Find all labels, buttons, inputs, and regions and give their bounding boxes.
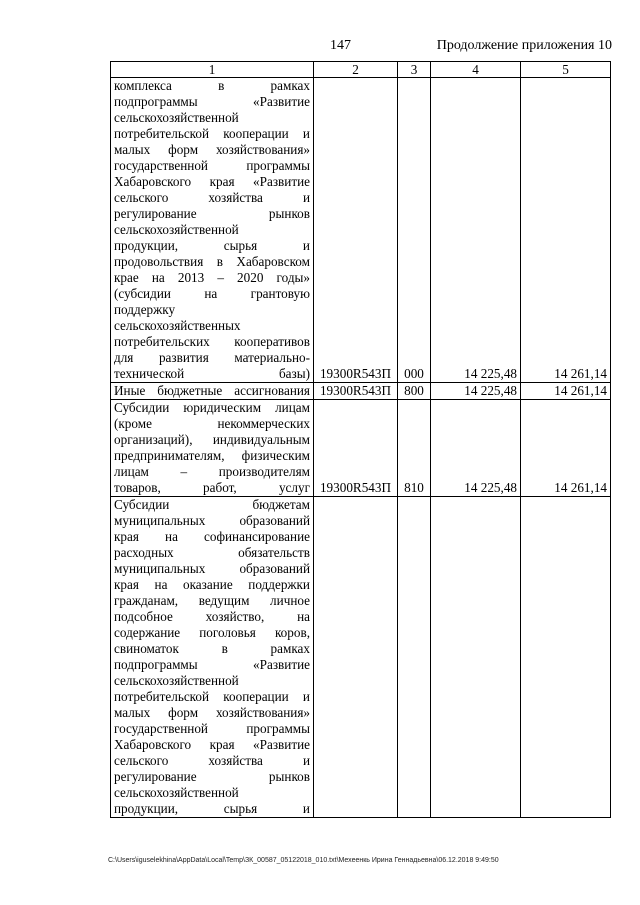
row-name-line: края на оказание поддержки: [114, 577, 310, 592]
column-header: 4: [431, 62, 521, 78]
row-name-line: Иные бюджетные ассигнования: [114, 383, 310, 398]
amount-2020-cell: 14 261,14: [521, 78, 611, 383]
row-name-line: технической базы): [114, 366, 310, 381]
target-article-cell: 19300R543П: [314, 400, 398, 497]
row-name-line: (кроме некоммерческих: [114, 416, 310, 431]
amount-2020-cell: 14 261,14: [521, 400, 611, 497]
table-header-row: [111, 62, 611, 78]
continuation-label: Продолжение приложения 10: [436, 38, 612, 53]
row-name-line: муниципальных образований: [114, 513, 310, 528]
amount-2020-cell: 14 261,14: [521, 383, 611, 400]
row-name-line: подпрограммы «Развитие: [114, 94, 310, 109]
column-header: 5: [521, 62, 611, 78]
row-name-line: расходных обязательств: [114, 545, 310, 560]
expense-type-cell: [398, 497, 431, 818]
row-name-line: свиноматок в рамках: [114, 641, 310, 656]
page-number: 147: [330, 38, 351, 53]
row-name-line: подсобное хозяйство, на: [114, 609, 310, 624]
row-name-cell: [111, 78, 314, 383]
row-name-line: регулирование рынков: [114, 769, 310, 784]
row-name-line: продукции, сырья и: [114, 801, 310, 816]
row-name-line: государственной программы: [114, 721, 310, 736]
row-name-line: предпринимателям, физическим: [114, 448, 310, 463]
row-name-line: малых форм хозяйствования»: [114, 142, 310, 157]
row-name-line: лицам – производителям: [114, 464, 310, 479]
row-name-line: потребительской кооперации и: [114, 126, 310, 141]
expense-type-cell: 810: [398, 400, 431, 497]
row-name-line: Хабаровского края «Развитие: [114, 737, 310, 752]
row-name-line: гражданам, ведущим личное: [114, 593, 310, 608]
row-name-line: Субсидии юридическим лицам: [114, 400, 310, 415]
table-row: [111, 400, 611, 497]
expense-type-cell: 800: [398, 383, 431, 400]
row-name-line: потребительских кооперативов: [114, 334, 310, 349]
row-name-line: товаров, работ, услуг: [114, 480, 310, 495]
row-name-line: продукции, сырья и: [114, 238, 310, 253]
table-row: [111, 78, 611, 383]
row-name-cell: [111, 400, 314, 497]
expense-type-cell: 000: [398, 78, 431, 383]
row-name-line: сельскохозяйственной: [114, 110, 239, 125]
amount-2020-cell: [521, 497, 611, 818]
row-name-line: крае на 2013 – 2020 годы»: [114, 270, 310, 285]
row-name-line: края на софинансирование: [114, 529, 310, 544]
amount-2019-cell: [431, 497, 521, 818]
amount-2019-cell: 14 225,48: [431, 400, 521, 497]
row-name-line: сельскохозяйственных: [114, 318, 241, 333]
row-name-line: потребительской кооперации и: [114, 689, 310, 704]
target-article-cell: 19300R543П: [314, 78, 398, 383]
row-name-cell: [111, 497, 314, 818]
row-name-line: сельскохозяйственной: [114, 673, 239, 688]
row-name-line: сельского хозяйства и: [114, 190, 310, 205]
row-name-line: организаций), индивидуальным: [114, 432, 310, 447]
row-name-line: Хабаровского края «Развитие: [114, 174, 310, 189]
row-name-line: муниципальных образований: [114, 561, 310, 576]
row-name-line: государственной программы: [114, 158, 310, 173]
amount-2019-cell: 14 225,48: [431, 383, 521, 400]
row-name-line: продовольствия в Хабаровском: [114, 254, 310, 269]
row-name-line: сельского хозяйства и: [114, 753, 310, 768]
row-name-line: подпрограммы «Развитие: [114, 657, 310, 672]
column-header: 2: [314, 62, 398, 78]
target-article-cell: 19300R543П: [314, 383, 398, 400]
row-name-line: поддержку: [114, 302, 176, 317]
row-name-cell: [111, 383, 314, 400]
row-name-line: сельскохозяйственной: [114, 222, 239, 237]
row-name-line: (субсидии на грантовую: [114, 286, 310, 301]
amount-2019-cell: 14 225,48: [431, 78, 521, 383]
row-name-line: для развития материально-: [114, 350, 310, 365]
row-name-line: сельскохозяйственной: [114, 785, 239, 800]
file-path-footer: C:\Users\iguselekhina\AppData\Local\Temp\ЗК_00587_05122018_010.txt\Мехеенкь Ирина Геннадьевна\06.12.2018 9:49:50: [108, 857, 499, 864]
column-header: 3: [398, 62, 431, 78]
row-name-line: малых форм хозяйствования»: [114, 705, 310, 720]
target-article-cell: [314, 497, 398, 818]
row-name-line: регулирование рынков: [114, 206, 310, 221]
row-name-line: комплекса в рамках: [114, 78, 310, 93]
budget-table: [110, 61, 611, 818]
row-name-line: Субсидии бюджетам: [114, 497, 310, 512]
table-row: [111, 383, 611, 400]
column-header: 1: [111, 62, 314, 78]
table-row: [111, 497, 611, 818]
row-name-line: содержание поголовья коров,: [114, 625, 310, 640]
